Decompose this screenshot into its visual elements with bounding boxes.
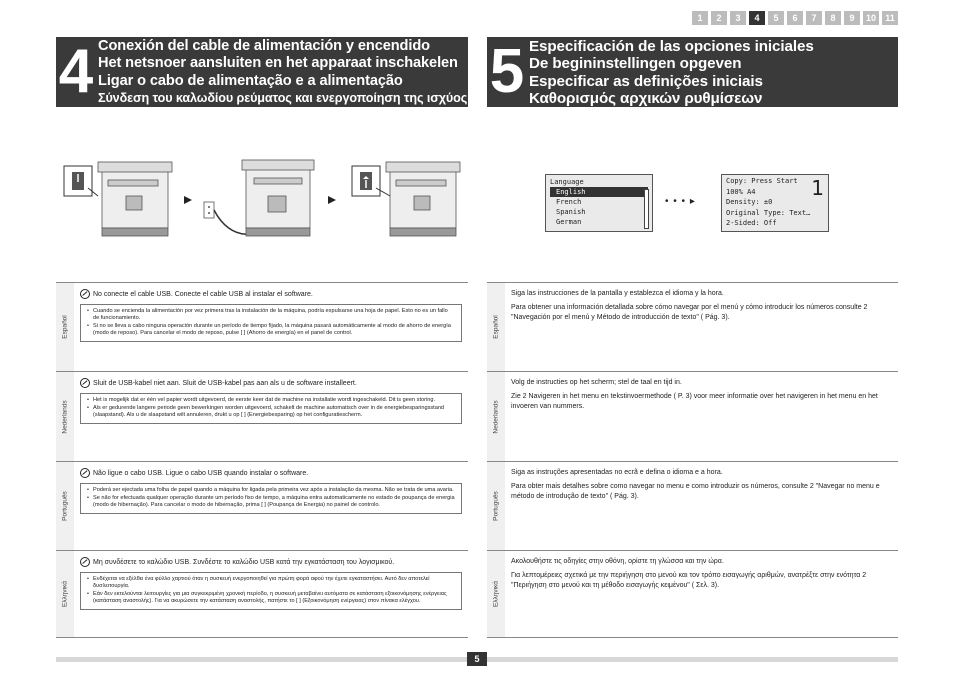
page-tab-6[interactable]: 6 bbox=[787, 11, 803, 25]
heading-nl: De begininstellingen opgeven bbox=[529, 55, 742, 73]
prohibited-icon bbox=[80, 289, 90, 299]
panel-right-nl bbox=[487, 371, 898, 461]
panel-right-es bbox=[487, 282, 898, 371]
page-tab-9[interactable]: 9 bbox=[844, 11, 860, 25]
panel-right-pt bbox=[487, 461, 898, 550]
panel-right-el bbox=[487, 550, 898, 638]
printer-back-icon bbox=[242, 160, 314, 236]
instruction-text: Ακολουθήστε τις οδηγίες στην οθόνη, ορίστε τη γλώσσα και την ώρα. bbox=[511, 558, 724, 565]
power-switch-on-icon bbox=[352, 166, 390, 196]
lcd-item-selected[interactable]: English bbox=[550, 187, 648, 197]
panel-left-es bbox=[56, 282, 468, 371]
page-tab-5[interactable]: 5 bbox=[768, 11, 784, 25]
reference-text: Para obter mais detalhes sobre como navegar no menu e como introduzir os números, consulte 2 "Navegar no menu e método de introdução de texto" ( Pág. 3). bbox=[511, 482, 880, 500]
arrow-right-icon bbox=[184, 196, 192, 204]
lcd-item[interactable]: Spanish bbox=[556, 208, 586, 216]
lcd-copy-line: 2-Sided: Off bbox=[726, 219, 777, 227]
printer-back-icon bbox=[98, 162, 172, 236]
lcd-copy-line: Copy: Press Start bbox=[726, 177, 798, 185]
note-item: Εάν δεν εκτελούνται λειτουργίες για μια συγκεκριμένη χρονική περίοδο, η συσκευή μεταβαίνει αυτόματα σε κατάσταση εξοικονόμησης ενέργειας (κατάσταση αναστολής). Για να ακυρώσετε την κατάσταση αναστολής, πατήστε το [ ] (Εξοικονόμηση ενέργειας) στον πίνακα ελέγχου. bbox=[92, 591, 447, 604]
page-tab-2[interactable]: 2 bbox=[711, 11, 727, 25]
warning-text: Não ligue o cabo USB. Ligue o cabo USB quando instalar o software. bbox=[93, 469, 309, 477]
instruction-text: Siga las instrucciones de la pantalla y establezca el idioma y la hora. bbox=[511, 290, 724, 297]
heading-es: Conexión del cable de alimentación y encendido bbox=[98, 38, 430, 54]
note-box: • Cuando se encienda la alimentación por vez primera tras la instalación de la máquina, podría expulsarse una hoja de papel. Esto no es un fallo de funcionamiento. • Si no se lleva a cabo ninguna operación durante un período de tiempo fijado, la máquina pasará automáticamente al modo de ahorro de energía (modo de reposo). Para cancelar el modo de reposo, pulse [ ] (Ahorro de energía) en el panel de control. bbox=[80, 304, 462, 342]
page-tab-11[interactable]: 11 bbox=[882, 11, 898, 25]
power-connection-illustration bbox=[56, 148, 468, 250]
language-label: Ελληνικά bbox=[61, 580, 69, 608]
note-item: Ενδέχεται να εξέλθει ένα φύλλο χαρτιού όταν η συσκευή ενεργοποιηθεί για πρώτη φορά αφού την έχετε εγκαταστήσει. Αυτό δεν αποτελεί δυσλειτουργία. bbox=[92, 576, 430, 589]
lcd-item[interactable]: German bbox=[556, 218, 582, 226]
printer-back-icon bbox=[386, 162, 460, 236]
section-header-step-5 bbox=[487, 37, 898, 107]
panel-left-pt bbox=[56, 461, 468, 550]
page-tab-10[interactable]: 10 bbox=[863, 11, 879, 25]
language-label: Ελληνικά bbox=[492, 580, 500, 608]
language-label: Español bbox=[61, 315, 69, 339]
language-label: Português bbox=[492, 491, 500, 521]
heading-es: Especificación de las opciones iniciales bbox=[529, 38, 814, 55]
lcd-copy-line: Original Type: Text… bbox=[726, 208, 811, 217]
heading-pt: Ligar o cabo de alimentação e a alimentação bbox=[98, 72, 403, 89]
language-label: Nederlands bbox=[61, 399, 69, 434]
heading-pt: Especificar as definições iniciais bbox=[529, 72, 763, 90]
panel-left-el bbox=[56, 550, 468, 638]
note-item: Poderá ser ejectada uma folha de papel quando a máquina for ligada pela primeira vez após a instalação da mesma. Não se trata de uma avaria. bbox=[92, 487, 454, 493]
page-tab-7[interactable]: 7 bbox=[806, 11, 822, 25]
language-label: Nederlands bbox=[492, 399, 500, 434]
prohibited-icon bbox=[80, 557, 90, 567]
note-item: Cuando se encienda la alimentación por vez primera tras la instalación de la máquina, podría expulsarse una hoja de papel. Esto no es un fallo de funcionamiento. bbox=[92, 308, 448, 321]
warning-text: Sluit de USB-kabel niet aan. Sluit de USB-kabel pas aan als u de software installeert. bbox=[93, 379, 357, 387]
note-box: • Poderá ser ejectada uma folha de papel quando a máquina for ligada pela primeira vez após a instalação da mesma. Não se trata de uma avaria. • Se não for efectuada qualquer operação durante um período fixo de tempo, a máquina entra automaticamente no estado de poupança de energia (modo de hibernação). Para cancelar o modo de hibernação, prima [ ] (Poupança de Energia) no painel de controlo. bbox=[80, 483, 462, 514]
panel-left-nl bbox=[56, 371, 468, 461]
page-tabs bbox=[692, 11, 898, 25]
prohibited-icon bbox=[80, 468, 90, 478]
ellipsis-arrow-icon: • • • ▸ bbox=[665, 196, 696, 207]
heading-el: Καθορισμός αρχικών ρυθμίσεων bbox=[529, 90, 763, 108]
warning-text: Μη συνδέσετε το καλώδιο USB. Συνδέστε το καλώδιο USB κατά την εγκατάσταση του λογισμικού. bbox=[93, 558, 395, 566]
heading-el: Σύνδεση του καλωδίου ρεύματος και ενεργοποίηση της ισχύος bbox=[98, 91, 468, 106]
instruction-text: Volg de instructies op het scherm; stel de taal en tijd in. bbox=[511, 379, 682, 386]
step-number: 4 bbox=[58, 37, 94, 106]
instruction-text: Siga as instruções apresentadas no ecrã e defina o idioma e a hora. bbox=[511, 469, 723, 476]
lcd-item[interactable]: French bbox=[556, 198, 582, 206]
prohibited-icon bbox=[80, 378, 90, 388]
lcd-title: Language bbox=[550, 178, 584, 186]
heading-nl: Het netsnoer aansluiten en het apparaat inschakelen bbox=[98, 55, 458, 72]
step-number: 5 bbox=[489, 37, 525, 106]
reference-text: Για λεπτομέρειες σχετικά με την περιήγηση στο μενού και τον τρόπο εισαγωγής αριθμών, ανατρέξτε στην ενότητα 2 "Περιήγηση στο μενού και τη μέθοδο εισαγωγής κειμένου" ( Σελ. 3). bbox=[511, 571, 867, 589]
note-item: Si no se lleva a cabo ninguna operación durante un período de tiempo fijado, la máquina pasará automáticamente al modo de ahorro de energía (modo de reposo). Para cancelar el modo de reposo, pulse [ ] (Ahorro de energía) en el panel de control. bbox=[92, 323, 451, 336]
scrollbar[interactable] bbox=[644, 189, 649, 229]
wall-outlet-icon bbox=[204, 202, 214, 218]
lcd-copy-line: Density: ±0 bbox=[726, 198, 773, 206]
page-tab-8[interactable]: 8 bbox=[825, 11, 841, 25]
page-tab-1[interactable]: 1 bbox=[692, 11, 708, 25]
section-header-step-4 bbox=[56, 37, 468, 107]
power-switch-off-icon bbox=[64, 166, 98, 196]
lcd-copy-screen bbox=[721, 174, 829, 232]
lcd-copy-line: 100% A4 bbox=[726, 187, 756, 196]
note-item: Als er gedurende langere periode geen bewerkingen worden uitgevoerd, schakelt de machine automatisch over in de energiebesparingsstand (slaapstand). Als u de slaapstand wilt annuleren, drukt u op [ ] (Energiebesparing) op het configuratiescherm. bbox=[92, 405, 445, 418]
lcd-illustration bbox=[545, 172, 830, 242]
language-label: Español bbox=[492, 315, 500, 339]
note-item: Het is mogelijk dat er één vel papier wordt uitgevoerd, de eerste keer dat de machine na installatie wordt ingeschakeld. Dit is geen storing. bbox=[92, 397, 435, 403]
note-box: • Ενδέχεται να εξέλθει ένα φύλλο χαρτιού όταν η συσκευή ενεργοποιηθεί για πρώτη φορά αφού την έχετε εγκαταστήσει. Αυτό δεν αποτελεί δυσλειτουργία. • Εάν δεν εκτελούνται λειτουργίες για μια συγκεκριμένη χρονική περίοδο, η συσκευή μεταβαίνει αυτόματα σε κατάσταση εξοικονόμησης ενέργειας (κατάσταση αναστολής). Για να ακυρώσετε την κατάσταση αναστολής, πατήστε το [ ] (Εξοικονόμηση ενέργειας) στον πίνακα ελέγχου. bbox=[80, 572, 462, 610]
copy-count: 1 bbox=[811, 176, 824, 200]
lcd-language-screen bbox=[545, 174, 653, 232]
page-tab-4[interactable]: 4 bbox=[749, 11, 765, 25]
note-box: • Het is mogelijk dat er één vel papier wordt uitgevoerd, de eerste keer dat de machine na installatie wordt ingeschakeld. Dit is geen storing. • Als er gedurende langere periode geen bewerkingen worden uitgevoerd, schakelt de machine automatisch over in de energiebesparingsstand (slaapstand). Als u de slaapstand wilt annuleren, drukt u op [ ] (Energiebesparing) op het configuratiescherm. bbox=[80, 393, 462, 424]
warning-text: No conecte el cable USB. Conecte el cable USB al instalar el software. bbox=[93, 290, 313, 298]
reference-text: Para obtener una información detallada sobre cómo navegar por el menú y cómo introducir los números consulte 2 "Navegación por el menú y Método de introducción de texto" ( Pág. 3). bbox=[511, 303, 868, 321]
page-number: 5 bbox=[467, 652, 487, 666]
language-label: Português bbox=[61, 491, 69, 521]
note-item: Se não for efectuada qualquer operação durante um período fixo de tempo, a máquina entra automaticamente no estado de poupança de energia (modo de hibernação). Para cancelar o modo de hibernação, prima [ ] (Poupança de Energia) no painel de controlo. bbox=[92, 495, 455, 508]
page-tab-3[interactable]: 3 bbox=[730, 11, 746, 25]
reference-text: Zie 2 Navigeren in het menu en tekstinvoermethode ( P. 3) voor meer informatie over het navigeren in het menu en het invoeren van nummers. bbox=[511, 392, 878, 410]
arrow-right-icon bbox=[328, 196, 336, 204]
